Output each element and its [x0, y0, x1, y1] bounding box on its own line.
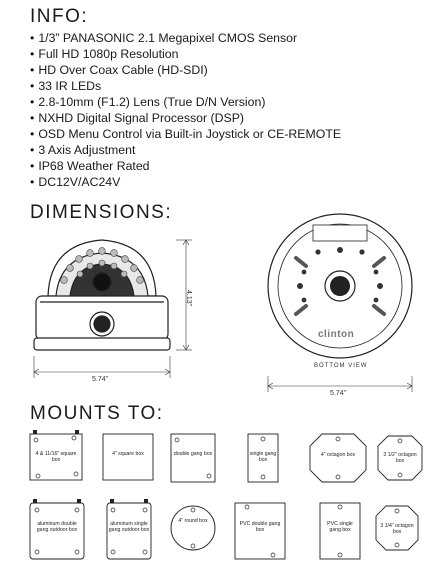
feature-item: • DC12V/AC24V [30, 174, 341, 190]
mount-label: double gang box [173, 451, 213, 457]
side-width-label: 5.74” [92, 376, 108, 383]
mount-label: 3 1/4” octagon box [380, 523, 414, 535]
mount-label: 4” octagon box [320, 452, 356, 458]
feature-item: • 1/3” PANASONIC 2.1 Megapixel CMOS Sensor [30, 30, 341, 46]
dimensions-heading: DIMENSIONS: [30, 202, 173, 223]
mount-label: aluminum double gang outdoor box [36, 521, 78, 533]
height-label: 4.13” [185, 290, 192, 306]
info-heading: INFO: [30, 6, 89, 27]
feature-item: • 2.8-10mm (F1.2) Lens (True D/N Version) [30, 94, 341, 110]
feature-item: • 3 Axis Adjustment [30, 142, 341, 158]
mount-label: single gang box [249, 451, 277, 463]
mount-label: 4 & 11/16” square box [35, 451, 77, 463]
mount-square-box-4-icon [103, 434, 153, 480]
feature-item: • HD Over Coax Cable (HD-SDI) [30, 62, 341, 78]
mount-label: aluminum single gang outdoor box [108, 521, 150, 533]
mount-label: PVC single gang box [327, 521, 353, 533]
bottom-view-label: BOTTOM VIEW [314, 363, 368, 369]
mount-label: 4” round box [178, 518, 208, 524]
feature-item: • IP68 Weather Rated [30, 158, 341, 174]
brand-logo: clinton [318, 329, 355, 340]
mount-label: 3 1/2” octagon box [383, 452, 417, 464]
bottom-width-label: 5.74” [330, 390, 346, 397]
mounts-heading: MOUNTS TO: [30, 403, 164, 424]
feature-item: • NXHD Digital Signal Processor (DSP) [30, 110, 341, 126]
mount-label: 4” square box [112, 451, 144, 457]
mount-label: PVC double gang box [239, 521, 281, 533]
mount-round-box-4-icon [171, 506, 215, 550]
feature-item: • Full HD 1080p Resolution [30, 46, 341, 62]
feature-item: • OSD Menu Control via Built-in Joystick or CE-REMOTE [30, 126, 341, 142]
feature-item: • 33 IR LEDs [30, 78, 341, 94]
